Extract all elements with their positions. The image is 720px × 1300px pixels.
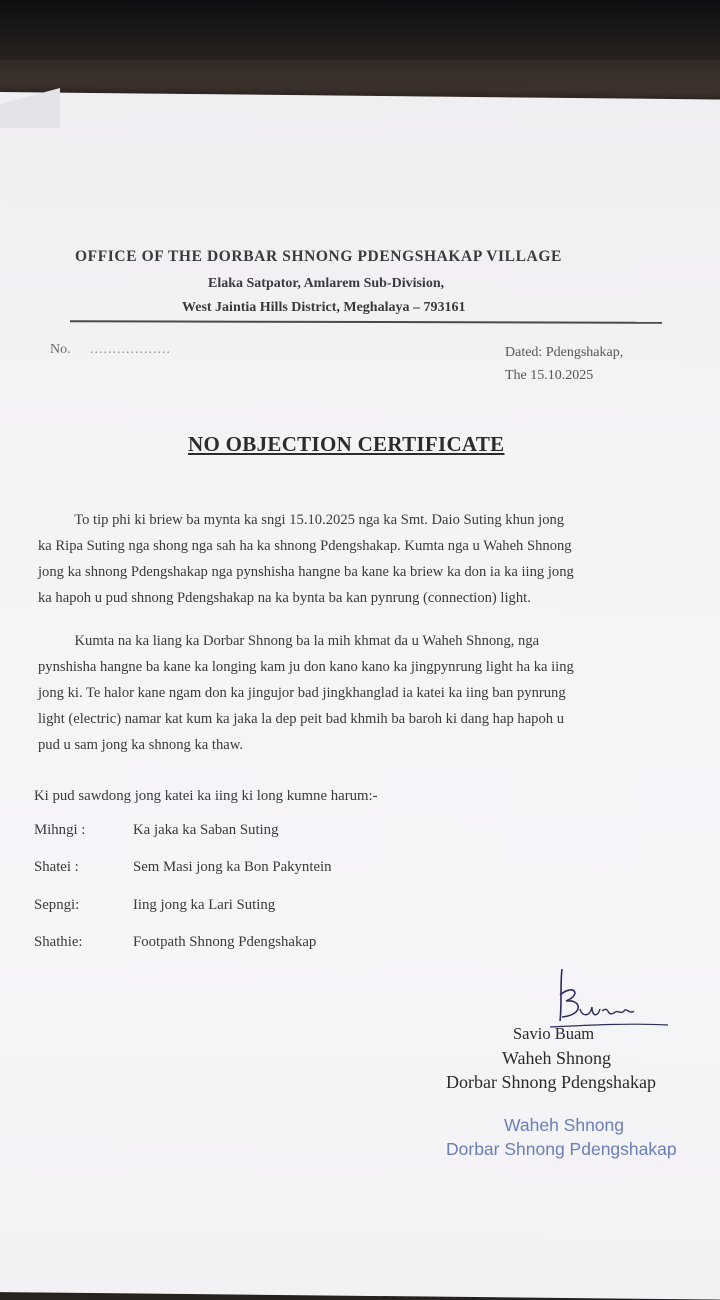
paragraph-line: jong ka shnong Pdengshakap nga pynshisha hangne ba kane ka briew ka don ia ka iing jong bbox=[38, 564, 574, 580]
dated-date: The 15.10.2025 bbox=[505, 368, 594, 383]
signatory-organization: Dorbar Shnong Pdengshakap bbox=[446, 1072, 656, 1092]
reference-number-label: No. bbox=[50, 342, 71, 357]
boundary-south-value: Footpath Shnong Pdengshakap bbox=[133, 934, 317, 950]
signatory-title: Waheh Shnong bbox=[502, 1048, 612, 1068]
paragraph-line: pynshisha hangne ba kane ka longing kam ju don kano kano ka jingpynrung light ha ka iing bbox=[38, 659, 574, 675]
boundary-east-value: Ka jaka ka Saban Suting bbox=[133, 822, 279, 838]
paragraph-line: light (electric) namar kat kum ka jaka la dep peit bad khmih ba baroh ki dang hap hapoh u bbox=[38, 711, 565, 727]
paragraph-line: ka hapoh u pud shnong Pdengshakap na ka bynta ba kan pynrung (connection) light. bbox=[38, 590, 531, 606]
dated-place: Dated: Pdengshakap, bbox=[505, 345, 624, 360]
boundary-west-value: Iing jong ka Lari Suting bbox=[133, 897, 276, 913]
paragraph-line: ka Ripa Suting nga shong nga sah ha ka shnong Pdengshakap. Kumta nga u Waheh Shnong bbox=[38, 538, 572, 554]
desk-object bbox=[0, 0, 720, 60]
body-paragraph-1 bbox=[38, 507, 688, 611]
boundary-north-label: Shatei : bbox=[34, 859, 79, 875]
paragraph-line: Kumta na ka liang ka Dorbar Shnong ba la mih khmat da u Waheh Shnong, nga bbox=[38, 633, 540, 649]
boundary-north-value: Sem Masi jong ka Bon Pakyntein bbox=[133, 859, 332, 875]
office-header-address-line1: Elaka Satpator, Amlarem Sub-Division, bbox=[208, 276, 445, 291]
official-stamp-line2: Dorbar Shnong Pdengshakap bbox=[446, 1139, 677, 1159]
boundary-west-label: Sepngi: bbox=[34, 897, 80, 913]
certificate-title: NO OBJECTION CERTIFICATE bbox=[188, 432, 505, 456]
signatory-name: Savio Buam bbox=[513, 1024, 595, 1043]
paragraph-line: jong ki. Te halor kane ngam don ka jingujor bad jingkhanglad ia katei ka iing ban pynrung bbox=[38, 685, 566, 701]
official-stamp-line1: Waheh Shnong bbox=[504, 1115, 624, 1135]
boundary-south-label: Shathie: bbox=[34, 934, 83, 950]
boundaries-intro: Ki pud sawdong jong katei ka iing ki long kumne harum:- bbox=[34, 788, 378, 804]
boundary-east-label: Mihngi : bbox=[34, 822, 86, 838]
office-header-address-line2: West Jaintia Hills District, Meghalaya – 793161 bbox=[182, 300, 466, 315]
paragraph-line: To tip phi ki briew ba mynta ka sngi 15.10.2025 nga ka Smt. Daio Suting khun jong bbox=[38, 512, 565, 528]
paragraph-line: pud u sam jong ka shnong ka thaw. bbox=[38, 737, 243, 753]
body-paragraph-2 bbox=[38, 628, 688, 758]
office-header-title: OFFICE OF THE DORBAR SHNONG PDENGSHAKAP VILLAGE bbox=[75, 248, 562, 265]
reference-number-blank: .................. bbox=[90, 342, 171, 357]
